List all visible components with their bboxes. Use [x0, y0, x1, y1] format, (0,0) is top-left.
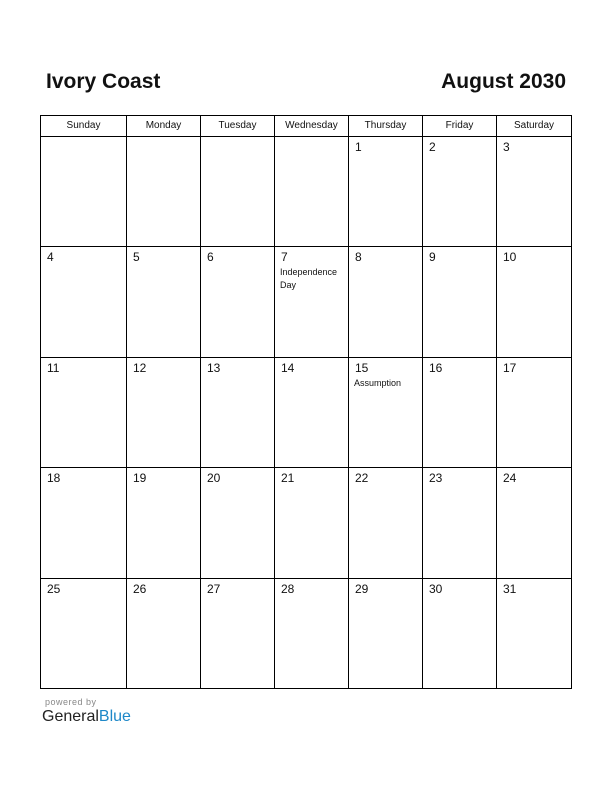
week-row — [41, 137, 571, 247]
day-cell — [201, 137, 275, 246]
day-number: 25 — [47, 581, 61, 596]
week-row — [41, 247, 571, 357]
day-cell — [275, 247, 349, 356]
day-cell — [423, 468, 497, 577]
day-number: 10 — [503, 250, 517, 265]
day-number: 22 — [355, 471, 369, 486]
day-cell — [41, 358, 127, 467]
day-cell — [127, 137, 201, 246]
day-number: 12 — [133, 360, 147, 375]
day-cell — [497, 468, 571, 577]
day-cell — [41, 579, 127, 689]
day-number: 3 — [503, 140, 510, 154]
day-cell — [423, 358, 497, 467]
day-number: 24 — [503, 471, 517, 486]
day-cell — [349, 137, 423, 246]
holiday-label: Assumption — [354, 377, 402, 388]
brand-blue: Blue — [98, 708, 131, 725]
day-cell — [349, 358, 423, 467]
calendar-weeks — [41, 137, 571, 689]
day-number: 29 — [355, 581, 369, 596]
day-cell — [275, 579, 349, 689]
day-cell — [127, 247, 201, 356]
weekday-header: Friday — [423, 116, 497, 136]
day-number: 16 — [429, 360, 443, 375]
day-cell — [127, 358, 201, 467]
day-cell — [349, 468, 423, 577]
brand-general: General — [42, 708, 99, 725]
day-cell — [423, 137, 497, 246]
day-number: 19 — [133, 471, 147, 486]
day-number: 20 — [207, 471, 221, 486]
day-cell — [349, 579, 423, 689]
weekday-header: Wednesday — [275, 116, 349, 136]
weekday-header: Sunday — [41, 116, 127, 136]
calendar-grid — [40, 115, 572, 689]
weekday-header-row — [41, 116, 571, 137]
weekday-header: Monday — [127, 116, 201, 136]
day-cell — [423, 579, 497, 689]
day-number: 27 — [207, 581, 221, 596]
day-cell — [497, 137, 571, 246]
day-cell — [201, 579, 275, 689]
powered-by-label: powered by — [45, 697, 97, 707]
holiday-label: Independence Day — [280, 267, 338, 291]
day-cell — [497, 247, 571, 356]
day-number: 18 — [47, 471, 61, 486]
day-cell — [275, 137, 349, 246]
day-cell — [201, 247, 275, 356]
day-number: 4 — [47, 250, 54, 265]
day-cell — [201, 358, 275, 467]
page-title: Ivory Coast — [46, 70, 161, 93]
week-row — [41, 468, 571, 578]
day-number: 9 — [429, 250, 436, 265]
brand-logo — [42, 708, 131, 726]
day-number: 31 — [503, 581, 517, 596]
weekday-header: Tuesday — [201, 116, 275, 136]
weekday-header: Thursday — [349, 116, 423, 136]
day-cell — [127, 579, 201, 689]
day-cell — [497, 358, 571, 467]
day-number: 15 — [355, 360, 369, 375]
day-number: 6 — [207, 250, 214, 265]
day-cell — [349, 247, 423, 356]
day-number: 21 — [281, 471, 295, 486]
day-cell — [275, 468, 349, 577]
day-number: 14 — [281, 360, 295, 375]
day-number: 17 — [503, 360, 517, 375]
day-cell — [497, 579, 571, 689]
day-cell — [41, 468, 127, 577]
day-cell — [41, 247, 127, 356]
day-number: 13 — [207, 360, 221, 375]
day-number: 26 — [133, 581, 147, 596]
day-number: 7 — [281, 250, 288, 265]
day-cell — [201, 468, 275, 577]
day-number: 5 — [133, 250, 140, 265]
day-number: 23 — [429, 471, 443, 486]
day-cell — [423, 247, 497, 356]
day-number: 28 — [281, 581, 295, 596]
day-cell — [127, 468, 201, 577]
day-number: 2 — [429, 140, 436, 154]
day-number: 30 — [429, 581, 443, 596]
month-title: August 2030 — [441, 70, 566, 93]
day-number: 11 — [47, 360, 60, 375]
week-row — [41, 579, 571, 689]
day-number: 8 — [355, 250, 362, 265]
day-cell — [275, 358, 349, 467]
weekday-header: Saturday — [513, 120, 555, 131]
day-number: 1 — [355, 140, 362, 154]
day-cell — [41, 137, 127, 246]
week-row — [41, 358, 571, 468]
